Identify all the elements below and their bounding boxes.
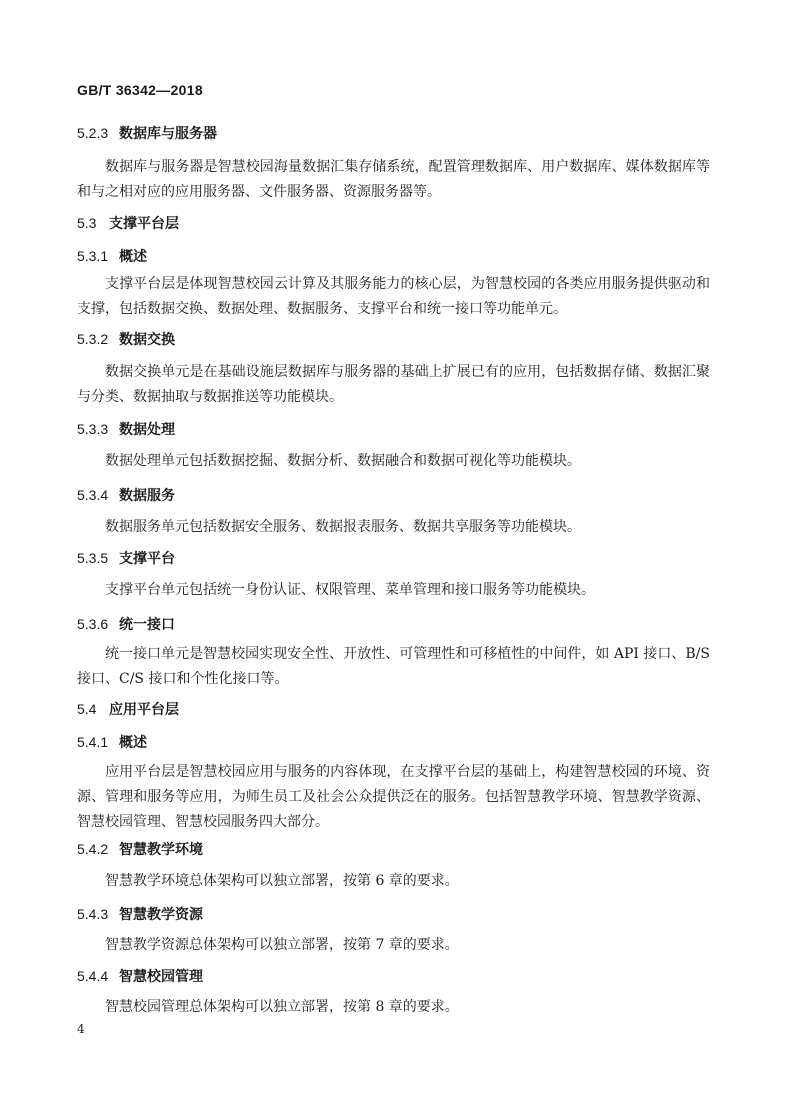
section-title: 支撑平台 bbox=[119, 551, 175, 567]
section-title: 概述 bbox=[119, 249, 147, 265]
section-heading-5-3-1 bbox=[77, 247, 147, 266]
section-title: 支撑平台层 bbox=[109, 216, 179, 232]
section-title: 智慧教学资源 bbox=[119, 907, 203, 923]
section-title: 智慧教学环境 bbox=[119, 842, 203, 858]
section-title: 智慧校园管理 bbox=[119, 969, 203, 985]
section-body-5-3-6: 统一接口单元是智慧校园实现安全性、开放性、可管理性和可移植性的中间件，如 API 接口、B/S 接口、C/S 接口和个性化接口等。 bbox=[77, 646, 710, 687]
section-body-5-3-4: 数据服务单元包括数据安全服务、数据报表服务、数据共享服务等功能模块。 bbox=[105, 519, 581, 535]
section-title: 应用平台层 bbox=[109, 702, 179, 718]
section-number: 5.3.6 bbox=[77, 616, 109, 632]
section-number: 5.4.2 bbox=[77, 841, 109, 857]
section-number: 5.3.2 bbox=[77, 331, 109, 347]
section-heading-5-3-6 bbox=[77, 615, 175, 634]
section-number: 5.3.3 bbox=[77, 421, 109, 437]
section-heading-5-3-4 bbox=[77, 486, 175, 505]
section-title: 概述 bbox=[119, 735, 147, 751]
section-number: 5.2.3 bbox=[77, 125, 109, 141]
section-heading-5-4-4 bbox=[77, 967, 203, 986]
section-body-5-3-5: 支撑平台单元包括统一身份认证、权限管理、菜单管理和接口服务等功能模块。 bbox=[105, 582, 595, 598]
section-heading-5-3 bbox=[77, 214, 179, 233]
section-number: 5.3.1 bbox=[77, 248, 109, 264]
section-heading-5-3-2 bbox=[77, 330, 175, 349]
section-heading-5-3-5 bbox=[77, 549, 175, 568]
section-number: 5.4.3 bbox=[77, 906, 109, 922]
section-title: 数据处理 bbox=[119, 422, 175, 438]
section-title: 数据库与服务器 bbox=[119, 126, 217, 142]
section-title: 数据交换 bbox=[119, 332, 175, 348]
section-heading-5-4-3 bbox=[77, 905, 203, 924]
section-body-5-4-3: 智慧教学资源总体架构可以独立部署，按第 7 章的要求。 bbox=[105, 937, 459, 953]
section-body-5-4-2: 智慧教学环境总体架构可以独立部署，按第 6 章的要求。 bbox=[105, 873, 459, 889]
section-number: 5.3.5 bbox=[77, 550, 109, 566]
section-body-5-3-1: 支撑平台层是体现智慧校园云计算及其服务能力的核心层，为智慧校园的各类应用服务提供驱动和支撑，包括数据交换、数据处理、数据服务、支撑平台和统一接口等功能单元。 bbox=[77, 276, 710, 317]
section-body-5-2-3: 数据库与服务器是智慧校园海量数据汇集存储系统，配置管理数据库、用户数据库、媒体数据库等和与之相对应的应用服务器、文件服务器、资源服务器等。 bbox=[77, 159, 710, 200]
section-title: 数据服务 bbox=[119, 488, 175, 504]
section-heading-5-4 bbox=[77, 700, 179, 719]
section-number: 5.4.4 bbox=[77, 968, 109, 984]
section-body-5-4-1: 应用平台层是智慧校园应用与服务的内容体现，在支撑平台层的基础上，构建智慧校园的环境、资源、管理和服务等应用，为师生员工及社会公众提供泛在的服务。包括智慧教学环境、智慧教学资源、智慧校园管理、智慧校园服务四大部分。 bbox=[77, 764, 710, 830]
section-heading-5-2-3 bbox=[77, 124, 217, 143]
section-heading-5-4-2 bbox=[77, 840, 203, 859]
section-body-5-3-3: 数据处理单元包括数据挖掘、数据分析、数据融合和数据可视化等功能模块。 bbox=[105, 453, 581, 469]
section-body-5-3-2: 数据交换单元是在基础设施层数据库与服务器的基础上扩展已有的应用，包括数据存储、数据汇聚与分类、数据抽取与数据推送等功能模块。 bbox=[77, 364, 710, 405]
standard-code-header: GB/T 36342—2018 bbox=[77, 82, 203, 98]
section-number: 5.4 bbox=[77, 701, 97, 717]
section-heading-5-3-3 bbox=[77, 420, 175, 439]
page-number: 4 bbox=[77, 1022, 85, 1036]
section-number: 5.3.4 bbox=[77, 487, 109, 503]
section-heading-5-4-1 bbox=[77, 733, 147, 752]
section-body-5-4-4: 智慧校园管理总体架构可以独立部署，按第 8 章的要求。 bbox=[105, 999, 459, 1015]
section-title: 统一接口 bbox=[119, 617, 175, 633]
section-number: 5.3 bbox=[77, 215, 97, 231]
section-number: 5.4.1 bbox=[77, 734, 109, 750]
